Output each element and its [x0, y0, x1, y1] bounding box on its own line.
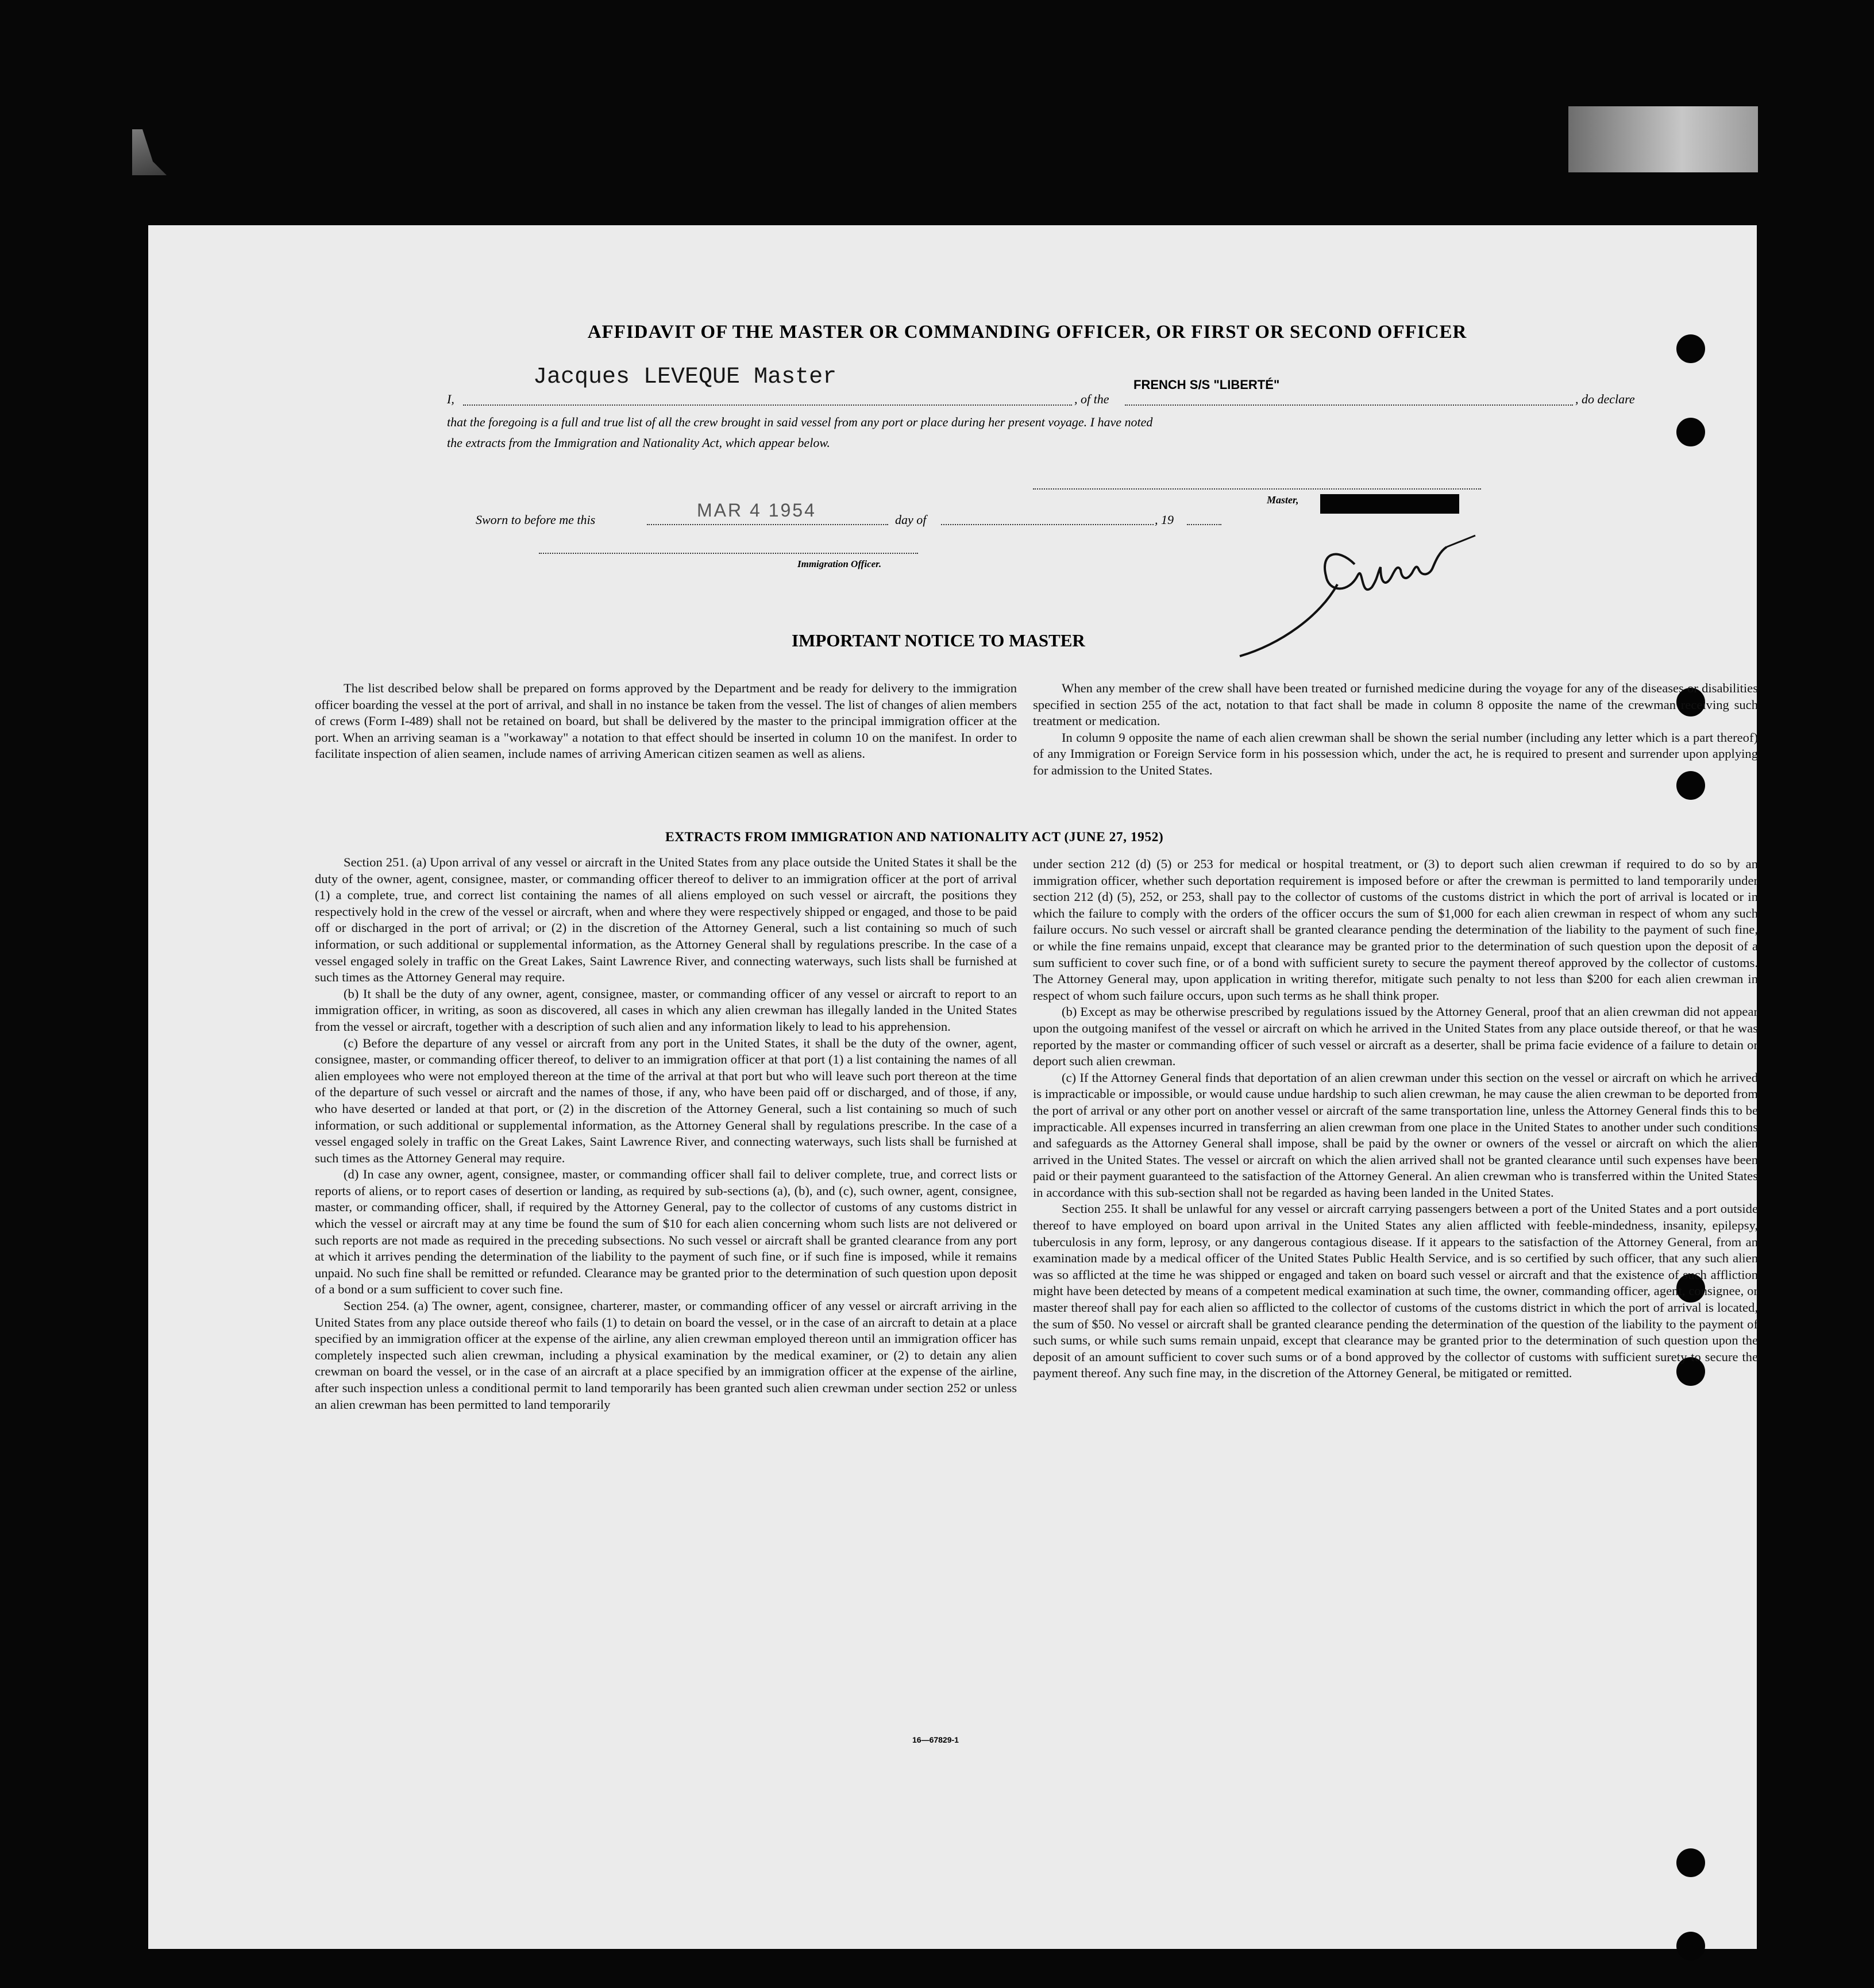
section-251b: (b) It shall be the duty of any owner, agent, consignee, master, or commanding officer of any vessel or aircraft to report to an immigration officer, in writing, as soon as discovered, all cases in which any alien crewman has illegally landed in the United States from the vessel or aircraft, together with a description of such alien and any information likely to lead to his apprehension.	[315, 986, 1017, 1034]
do-declare-label: , do declare	[1575, 392, 1635, 406]
day-of-underline	[941, 524, 1154, 525]
notice-left-text: The list described below shall be prepared on forms approved by the Department and be ready for delivery to the immigration officer boarding the vessel at the port of arrival, and shall in no instance be taken from the vessel. The list of changes of alien members of crews (Form I-489) shall not be retained on board, but shall be delivered by the master to the principal immigration officer at the port. When an arriving seaman is a "workaway" a notation to that effect should be inserted in column 10 on the manifest. In order to facilitate inspection of alien seamen, include names of arriving American citizen seamen as well as aliens.	[315, 681, 1017, 761]
year-label: , 19	[1155, 513, 1174, 527]
day-of-label: day of	[895, 513, 927, 527]
punch-hole	[1676, 418, 1705, 446]
of-the-label: , of the	[1074, 392, 1109, 406]
notice-right	[1033, 680, 1758, 779]
section-254a-cont: under section 212 (d) (5) or 253 for medical or hospital treatment, or (3) to deport such alien crewman if required to do so by an immigration officer, whether such deportation requirement is imposed before or after the crewman is permitted to land temporarily under section 212 (d) (5), 252, or 253, shall pay to the collector of customs of the customs district in which the port of arrival is located or in which the failure to comply with the orders of the officer occurs the sum of $1,000 for each alien crewman in respect of whom any such failure occurs. No such vessel or aircraft shall be granted clearance pending the determination of the liability to the payment of such fine, or while the fine remains unpaid, except that clearance may be granted prior to the determination of such question upon the deposit of a sum sufficient to cover such fine, or of a bond with sufficient surety to secure the payment thereof approved by the collector of customs. The Attorney General may, upon application in writing therefor, mitigate such penalty to not less than $200 for each alien crewman in respect of whom such failure occurs, upon such terms as he shall think proper.	[1033, 857, 1758, 1003]
section-255: Section 255. It shall be unlawful for any vessel or aircraft carrying passengers between a port of the United States and a port outside thereof to have employed on board upon arrival in the United States any alien afflicted with feeble-mindedness, insanity, epilepsy, tuberculosis in any form, leprosy, or any dangerous contagious disease. If it appears to the satisfaction of the Attorney General, from an examination made by a medical officer of the United States Public Health Service, and is so certified by such officer, that any such alien was so afflicted at the time he was shipped or engaged and taken on board such vessel or aircraft and that the existence of such affliction might have been detected by means of a competent medical examination at such time, the owner, commanding officer, agent, consignee, or master thereof shall pay for each alien so afflicted to the collector of customs of the customs district in which the port of arrival is located, the sum of $50. No vessel or aircraft shall be granted clearance pending the determination of the question of the liability to the payment of such sums, or while such sums remain unpaid, except that clearance may be granted prior to the determination of such question upon the deposit of an amount sufficient to cover such sums or of a bond approved by the collector of customs with sufficient surety to secure the payment thereof. Any such fine may, in the discretion of the Attorney General, be mitigated or remitted.	[1033, 1201, 1758, 1381]
extracts-title: EXTRACTS FROM IMMIGRATION AND NATIONALITY ACT (JUNE 27, 1952)	[665, 830, 1164, 845]
master-name-typed: Jacques LEVEQUE Master	[533, 364, 837, 390]
section-251a: Section 251. (a) Upon arrival of any vessel or aircraft in the United States from any place outside the United States it shall be the duty of the owner, agent, consignee, master, or commanding officer thereof to deliver to an immigration officer at the port of arrival (1) a complete, true, and correct list containing the names of all aliens employed on such vessel or aircraft, the positions they respectively hold in the crew of the vessel or aircraft, when and where they were respectively shipped or engaged, and those to be paid off or discharged in the port of arrival; or (2) in the discretion of the Attorney General, such a list containing so much of such information, or such additional or supplemental information, as the Attorney General shall by regulations prescribe. In the case of a vessel engaged solely in traffic on the Great Lakes, Saint Lawrence River, and connecting waterways, such lists shall be furnished at such times as the Attorney General may require.	[315, 855, 1017, 985]
immigration-officer-line	[539, 553, 918, 554]
declaration-line-1: that the foregoing is a full and true list of all the crew brought in said vessel from any port or place during her present voyage. I have noted	[447, 415, 1153, 429]
punch-hole	[1676, 1848, 1705, 1877]
declaration-line-2: the extracts from the Immigration and Nationality Act, which appear below.	[447, 436, 830, 450]
sworn-date-stamp: MAR 4 1954	[697, 500, 816, 521]
name-underline	[463, 404, 1072, 406]
punch-hole	[1676, 334, 1705, 363]
vessel-underline	[1125, 404, 1573, 406]
master-label: Master,	[1267, 494, 1299, 506]
notice-title: IMPORTANT NOTICE TO MASTER	[792, 630, 1085, 650]
section-251d: (d) In case any owner, agent, consignee, master, or commanding officer shall fail to deliver complete, true, and correct lists or reports of aliens, or to report cases of desertion or landing, as required by sub-sections (a), (b), and (c), such owner, agent, consignee, master, or commanding officer, shall, if required by the Attorney General, pay to the collector of customs of any customs district in which the vessel or aircraft may at any time be found the sum of $10 for each alien concerning whom such lists are not delivered or such reports are not made as required in the preceding subsections. No such vessel or aircraft shall be granted clearance from any port at which it arrives pending the determination of the liability to the payment of such fine, or if such fine is imposed, while it remains unpaid. No such fine shall be remitted or refunded. Clearance may be granted prior to the determination of such question upon deposit of a bond or a sum sufficient to cover such fine.	[315, 1167, 1017, 1297]
extracts-right-column	[1033, 856, 1758, 1382]
affidavit-title: AFFIDAVIT OF THE MASTER OR COMMANDING OFFICER, OR FIRST OR SECOND OFFICER	[587, 322, 1467, 342]
sworn-date-underline	[647, 524, 888, 525]
master-signature	[1205, 513, 1527, 662]
extracts-left-column	[315, 854, 1017, 1413]
section-251c: (c) Before the departure of any vessel or aircraft from any port in the United States, it shall be the duty of the owner, agent, consignee, master, or commanding officer thereof, to deliver to an immigration officer at that port (1) a list containing the names of all alien employees who were not employed thereon at the time of the arrival at that port but who will leave such port thereon at the time of the departure of such vessel or aircraft and the names of those, if any, who have been paid off or discharged, and of those, if any, who have deserted or landed at that port, or (2) in the discretion of the Attorney General, such a list containing so much of such information, or such additional or supplemental information, as the Attorney General shall by regulations prescribe. In the case of a vessel engaged solely in traffic on the Great Lakes, Saint Lawrence River, and connecting waterways, such lists shall be furnished at such times as the Attorney General may require.	[315, 1035, 1017, 1165]
redacted-name	[1320, 494, 1459, 514]
film-corner-tab	[1568, 106, 1758, 172]
master-signature-line	[1033, 488, 1481, 490]
form-code: 16—67829-1	[912, 1735, 959, 1744]
notice-left	[315, 680, 1017, 762]
section-254a: Section 254. (a) The owner, agent, consignee, charterer, master, or commanding officer of any vessel or aircraft arriving in the United States from any place outside thereof who fails (1) to detain on board the vessel, or in the case of an aircraft to detain at a place specified by an immigration officer at the expense of the airline, any alien crewman employed thereon until an immigration officer has completely inspected such alien crewman, including a physical examination by the medical examiner, or (2) to detain any alien crewman on board the vessel, or in the case of an aircraft at a place specified by an immigration officer at the expense of the airline, after such inspection unless a conditional permit to land temporarily has been granted such alien crewman under section 252 or unless an alien crewman has been permitted to land temporarily	[315, 1299, 1017, 1412]
notice-right-text-2: In column 9 opposite the name of each alien crewman shall be shown the serial number (including any letter which is a part thereof) of any Immigration or Foreign Service form in his possession which, under the act, he is required to present and surrender upon applying for admission to the United States.	[1033, 730, 1758, 777]
section-254b: (b) Except as may be otherwise prescribed by regulations issued by the Attorney General, proof that an alien crewman did not appear upon the outgoing manifest of the vessel or aircraft on which he arrived in the United States from any place outside thereof, or that he was reported by the master or commanding officer of such vessel or aircraft as a deserter, shall be prima facie evidence of a failure to detain or deport such alien crewman.	[1033, 1004, 1758, 1069]
section-254c: (c) If the Attorney General finds that deportation of an alien crewman under this section on the vessel or aircraft on which he arrived is impracticable or impossible, or would cause undue hardship to such alien crewman, he may cause the alien crewman to be deported from the port of arrival or any other port on another vessel or aircraft of the same transportation line, unless the Attorney General finds this to be impracticable. All expenses incurred in transferring an alien crewman from one place in the United States to another under such conditions and safeguards as the Attorney General shall impose, shall be paid by the owner or owners of the vessel or aircraft on which the alien arrived in the United States. The vessel or aircraft on which the alien arrived shall not be granted clearance until such expenses have been paid or their payment guaranteed to the satisfaction of the Attorney General. An alien crewman who is transferred within the United States in accordance with this sub-section shall not be regarded as having been landed in the United States.	[1033, 1070, 1758, 1200]
punch-hole	[1676, 1932, 1705, 1960]
document-page	[148, 225, 1757, 1949]
vessel-name: FRENCH S/S "LIBERTÉ"	[1133, 377, 1280, 392]
notice-right-text-1: When any member of the crew shall have been treated or furnished medicine during the voyage for any of the diseases or disabilities specified in section 255 of the act, notation to that fact shall be made in column 8 opposite the name of the crewman receiving such treatment or medication.	[1033, 681, 1758, 728]
film-edge-mark	[132, 129, 167, 175]
immigration-officer-label: Immigration Officer.	[797, 558, 882, 569]
sworn-label: Sworn to before me this	[476, 513, 596, 527]
i-label: I,	[447, 392, 454, 406]
